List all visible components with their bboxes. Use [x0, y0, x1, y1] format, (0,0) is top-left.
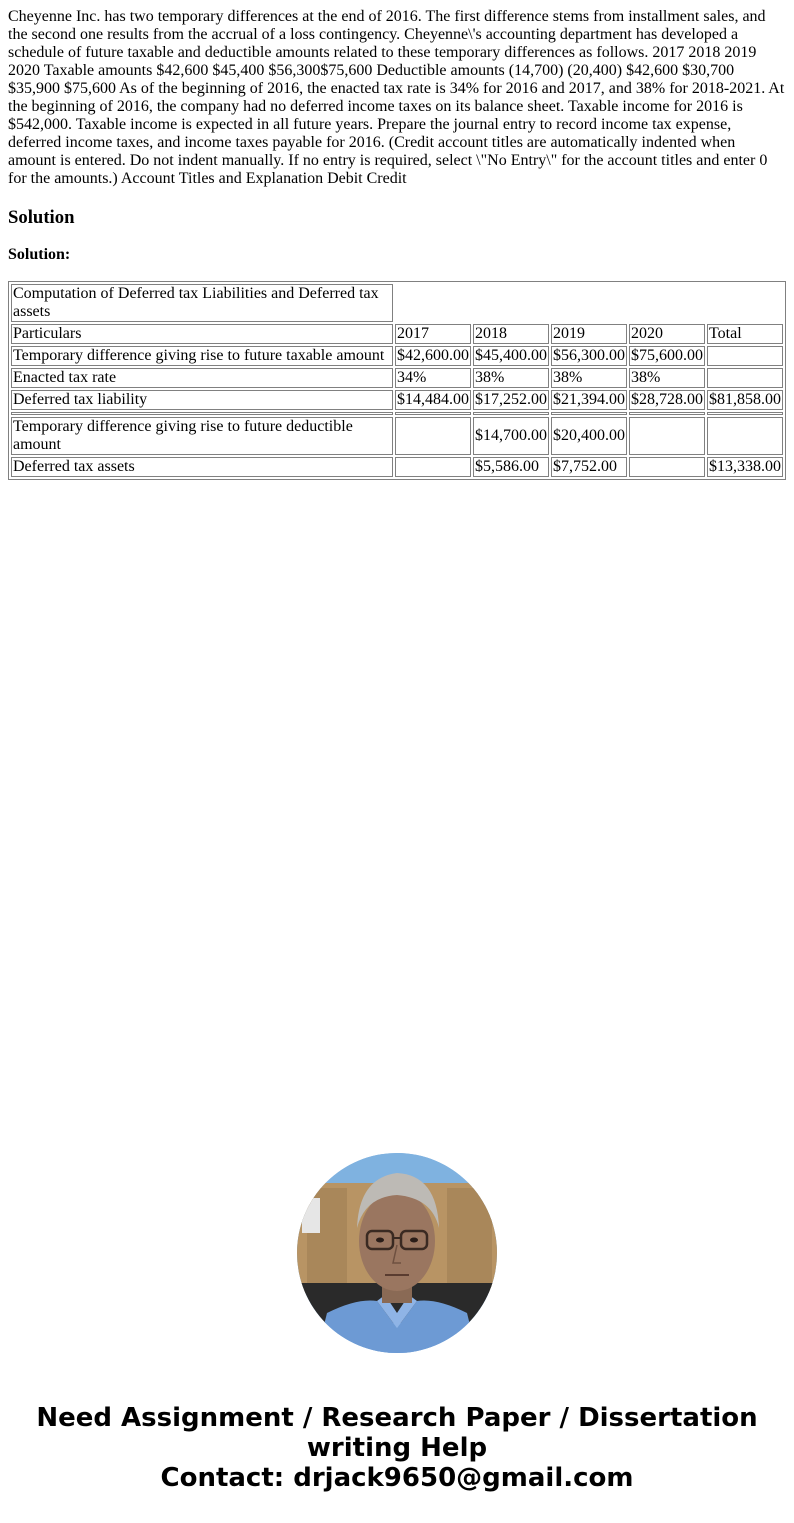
table-row — [11, 390, 783, 410]
separator-cell — [395, 412, 471, 415]
cell-2020 — [629, 417, 705, 455]
separator-cell — [473, 412, 549, 415]
cell-2018: $5,586.00 — [473, 457, 549, 477]
table-row — [11, 368, 783, 388]
solution-subheading: Solution: — [8, 246, 71, 263]
separator-cell — [551, 412, 627, 415]
cell-2017: 34% — [395, 368, 471, 388]
row-label: Enacted tax rate — [11, 368, 393, 388]
cell-2019: $21,394.00 — [553, 391, 625, 408]
table-row — [11, 417, 783, 455]
cell-2018: 38% — [473, 368, 549, 388]
table-row — [11, 457, 783, 477]
empty-cell — [395, 284, 783, 322]
avatar-container — [8, 1153, 786, 1353]
promo-line-2: writing Help — [306, 1433, 488, 1463]
table-title: Computation of Deferred tax Liabilities and Deferred tax assets — [11, 284, 393, 322]
table-row — [11, 346, 783, 366]
header-2018: 2018 — [473, 324, 549, 344]
cell-2019: 38% — [551, 368, 627, 388]
header-total: Total — [707, 324, 783, 344]
separator-cell — [707, 412, 783, 415]
cell-2020: $75,600.00 — [631, 347, 703, 364]
promo-line-1: Need Assignment / Research Paper / Dissertation — [36, 1403, 758, 1433]
cell-total — [707, 368, 783, 388]
solution-heading: Solution — [8, 207, 75, 228]
table-header-row — [11, 324, 783, 344]
cell-2018: $17,252.00 — [475, 391, 547, 408]
cell-2017 — [395, 457, 471, 477]
promo-banner — [8, 1403, 786, 1493]
separator-cell — [11, 412, 393, 415]
cell-2017: $42,600.00 — [397, 347, 469, 364]
row-label: Temporary difference giving rise to future taxable amount — [11, 346, 393, 366]
cell-2019: $20,400.00 — [551, 417, 627, 455]
cell-total: $81,858.00 — [709, 391, 781, 408]
header-2017: 2017 — [395, 324, 471, 344]
cell-total — [707, 346, 783, 366]
cell-total — [707, 417, 783, 455]
cell-2020: $28,728.00 — [631, 391, 703, 408]
cell-2019: $56,300.00 — [553, 347, 625, 364]
cell-total: $13,338.00 — [709, 458, 781, 475]
cell-2018: $45,400.00 — [475, 347, 547, 364]
table-title-row — [11, 284, 783, 322]
cell-2017: $14,484.00 — [397, 391, 469, 408]
cell-2020 — [629, 457, 705, 477]
separator-row — [11, 412, 783, 415]
separator-cell — [629, 412, 705, 415]
row-label: Deferred tax assets — [11, 457, 393, 477]
question-text: Cheyenne Inc. has two temporary differences at the end of 2016. The first difference stems from installment sales, and the second one results from the accrual of a loss contingency. Cheyenne\'s accounting department has developed a schedule of future taxable and deductible amounts related to these temporary differences as follows. 2017 2018 2019 2020 Taxable amounts $42,600 $45,400 $56,300$75,600 Deductible amounts (14,700) (20,400) $42,600 $30,700 $35,900 $75,600 As of the beginning of 2016, the enacted tax rate is 34% for 2016 and 2017, and 38% for 2018-2021. At the beginning of 2016, the company had no deferred income taxes on its balance sheet. Taxable income for 2016 is $542,000. Taxable income is expected in all future years. Prepare the journal entry to record income tax expense, deferred income taxes, and income taxes payable for 2016. (Credit account titles are automatically indented when amount is entered. Do not indent manually. If no entry is required, select \"No Entry\" for the account titles and enter 0 for the amounts.) Account Titles and Explanation Debit Credit — [8, 8, 785, 187]
header-particulars: Particulars — [11, 324, 393, 344]
deferred-tax-table — [8, 281, 786, 480]
row-label: Temporary difference giving rise to future deductible amount — [11, 417, 393, 455]
header-2019: 2019 — [551, 324, 627, 344]
blank-space — [8, 480, 786, 1153]
cell-2017 — [395, 417, 471, 455]
cell-2020: 38% — [629, 368, 705, 388]
promo-contact: Contact: drjack9650@gmail.com — [160, 1463, 634, 1493]
header-2020: 2020 — [629, 324, 705, 344]
cell-2018: $14,700.00 — [473, 417, 549, 455]
cell-2019: $7,752.00 — [551, 457, 627, 477]
person-photo-icon — [297, 1153, 497, 1353]
row-label: Deferred tax liability — [11, 390, 393, 410]
